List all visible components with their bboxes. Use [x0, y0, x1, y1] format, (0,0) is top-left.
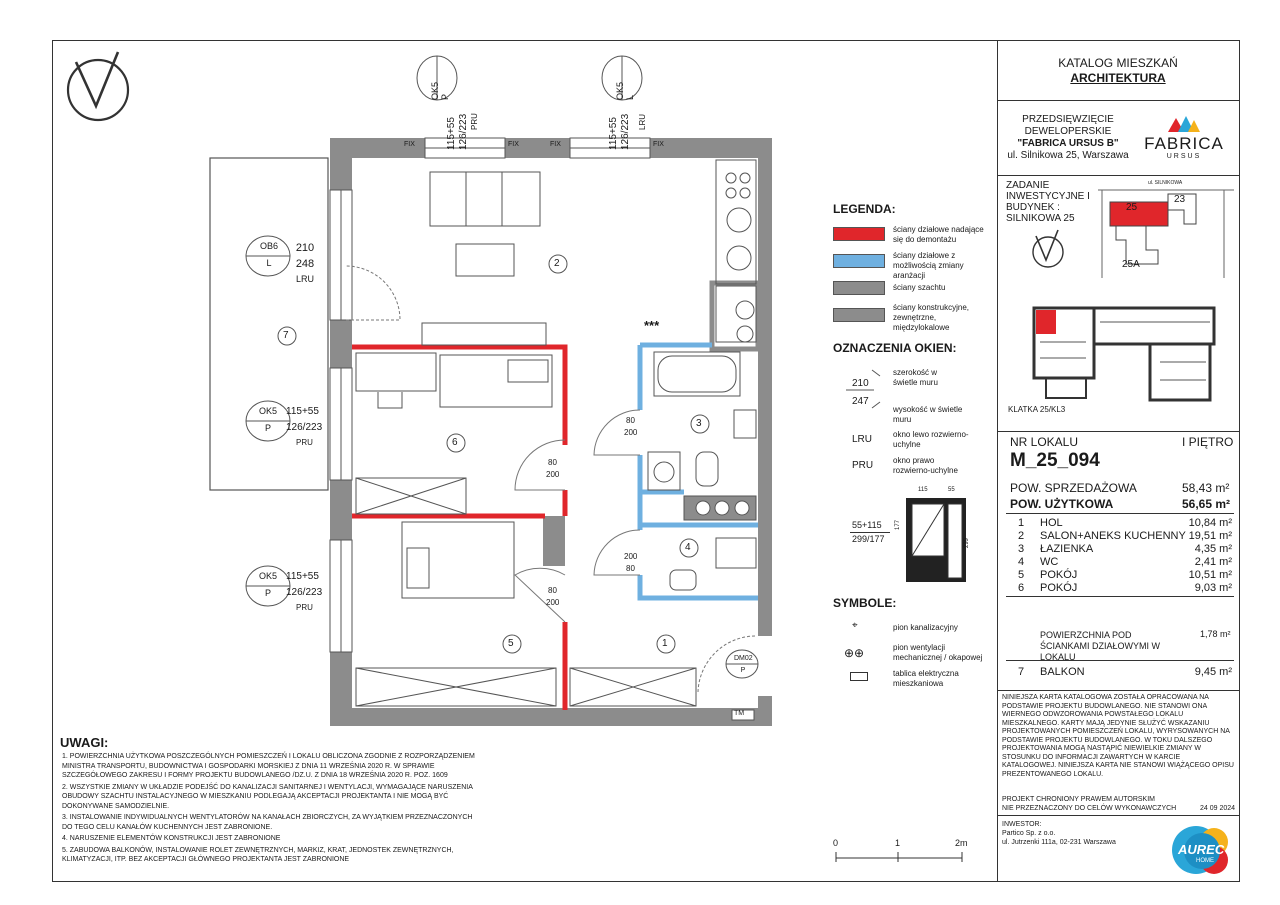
investment-line: ul. Silnikowa 25, Warszawa: [1007, 150, 1129, 161]
window-top1-type: P: [440, 93, 450, 100]
room-number: 2: [1018, 530, 1025, 542]
window-top2-type: L: [625, 94, 635, 100]
room-number-1: 1: [662, 638, 668, 649]
task-line: ZADANIE: [1006, 180, 1050, 191]
map-street: ul. SILNIKOWA: [1148, 180, 1183, 186]
task-text: [1006, 180, 1090, 224]
window-left2-open: PRU: [296, 603, 313, 612]
map-building-25: 25: [1126, 202, 1138, 213]
investment-line: PRZEDSIĘWZIĘCIE: [1022, 114, 1114, 125]
investment-line: DEWELOPERSKIE: [1024, 126, 1112, 137]
window-marks-title: OZNACZENIA OKIEN:: [833, 341, 957, 355]
room-number-5: 5: [508, 638, 514, 649]
ventilation-icon: ⊕⊕: [844, 646, 865, 660]
symbol-label: tablica elektryczna mieszkaniowa: [893, 669, 959, 688]
copyright-line: NIE PRZEZNACZONY DO CELÓW WYKONAWCZYCH: [1002, 804, 1177, 812]
room-row: [1010, 582, 1232, 594]
legend-swatch-blue: [833, 254, 885, 268]
fix-label: FIX: [550, 141, 561, 148]
room-number: 1: [1018, 517, 1025, 529]
window-example-drawing: [900, 490, 972, 586]
window-left1-type: P: [264, 423, 271, 433]
window-mark-example-icon: [840, 362, 890, 422]
scale-label: 0: [833, 838, 839, 848]
door-width: 80: [548, 586, 557, 595]
fix-label: FIX: [508, 141, 519, 148]
catalog-title: KATALOG MIESZKAŃ: [1058, 56, 1178, 70]
task-line: INWESTYCYJNE I: [1006, 191, 1090, 202]
copyright-date: 24 09 2024: [1200, 805, 1236, 812]
architect-logo-icon: [64, 48, 134, 124]
task-line: SILNIKOWA 25: [1006, 213, 1075, 224]
window-left2-dims2: 126/223: [286, 587, 323, 598]
symbols-title: SYMBOLE:: [833, 596, 897, 610]
unit-number: M_25_094: [1010, 450, 1100, 471]
notes-title: UWAGI:: [60, 735, 109, 750]
window-left1-dims: 115+55: [286, 406, 319, 417]
room-row: [1010, 556, 1232, 568]
window-top1-code: OK5: [430, 81, 440, 100]
legend-label: ściany działowe z możliwością zmiany aranżacji: [893, 251, 964, 280]
window-ob6-type: L: [266, 258, 272, 268]
architect-logo-small-icon: [1028, 226, 1068, 270]
copyright: [1002, 796, 1176, 813]
lru-label: okno lewo rozwierno-uchylne: [893, 430, 969, 449]
aurec-logo-text: AUREC: [1178, 842, 1225, 857]
window-left1-open: PRU: [296, 438, 313, 447]
investor-label: INWESTOR:: [1002, 821, 1042, 828]
room-area: 9,45 m²: [1194, 666, 1232, 678]
aurec-logo-sub: HOME: [1196, 858, 1214, 864]
door-height: 200: [624, 552, 638, 561]
room-number-2: 2: [554, 258, 560, 269]
room-name: ŁAZIENKA: [1040, 543, 1094, 555]
room-number: 6: [1018, 582, 1025, 594]
sewer-pipe-icon: ⌖: [852, 620, 858, 631]
map-building-23: 23: [1174, 194, 1186, 205]
fabrica-logo-text: FABRICA: [1144, 134, 1224, 153]
note-item: 3. INSTALOWANIE INDYWIDUALNYCH WENTYLATORÓW NA KANAŁACH ZBIORCZYCH, ZA WYJĄTKIEM PRZEZNACZONYCH DO TEGO CELU KANAŁÓW KUCHENNYCH JEST ZABRONIONE.: [62, 814, 473, 831]
room-number: 4: [1018, 556, 1025, 568]
window-example-top: 55+115: [852, 520, 882, 530]
room-row: [1010, 543, 1232, 555]
notes-list: [62, 752, 482, 865]
room-area: 10,51 m²: [1188, 569, 1232, 581]
room-name: POKÓJ: [1040, 569, 1078, 581]
electrical-panel-icon: [850, 672, 868, 681]
scale-label: 1: [895, 838, 901, 848]
window-ob6-code: OB6: [259, 241, 278, 251]
room-name: HOL: [1040, 517, 1063, 529]
room-number: 3: [1018, 543, 1025, 555]
balcony-row: [1010, 666, 1232, 678]
catalog-subtitle: ARCHITEKTURA: [1070, 71, 1166, 85]
unit-floor: I PIĘTRO: [1182, 435, 1234, 449]
fabrica-logo-sub: URSUS: [1166, 153, 1202, 160]
map-building-25a: 25A: [1122, 259, 1140, 270]
window-left2-code: OK5: [258, 571, 277, 581]
usable-area-value: 56,65 m²: [1182, 497, 1231, 511]
legend-label: ściany działowe nadające się do demontażu: [893, 225, 984, 244]
legend-swatch-structural: [833, 308, 885, 322]
note-item: 1. POWIERZCHNIA UŻYTKOWA POSZCZEGÓLNYCH POMIESZCZEŃ I LOKALU OBLICZONA ZGODNIE Z ROZPORZĄDZENIEM MINISTRA TRANSPORTU, BUDOWNICTWA I GOSPODARKI MORSKIEJ Z DNIA 11 WRZEŚNIA 2020 R. W SPRAWIE SZCZEGÓŁOWEGO ZAKRESU I FORMY PROJEKTU BUDOWLANEGO /DZ.U. Z DNIA 18 WRZEŚNIA 2020 R. POZ. 1609: [62, 753, 475, 779]
copyright-line: PROJEKT CHRONIONY PRAWEM AUTORSKIM: [1002, 796, 1155, 803]
door-width: 80: [626, 416, 635, 425]
window-top1-dims2: 126/223: [458, 113, 469, 150]
window-left1-dims2: 126/223: [286, 422, 323, 433]
note-item: 2. WSZYSTKIE ZMIANY W UKŁADZIE PODEJŚĆ DO KANALIZACJI SANITARNEJ I WENTYLACJI, WYMAGAJĄCE NARUSZENIA OBUDOWY SZACHTU INSTALACYJNEGO W MIESZKANIU PODLEGAJĄ AKCEPTACJI PROJEKTANTA I NIE MOGĄ BYĆ DOKONYWANE SAMODZIELNIE.: [62, 783, 473, 810]
room-number: 5: [1018, 569, 1025, 581]
room-row: [1010, 569, 1232, 581]
legend-label: ściany konstrukcyjne, zewnętrzne, międzylokalowe: [893, 303, 970, 332]
symbol-label: pion wentylacji mechanicznej / okapowej: [893, 643, 983, 662]
fix-label: FIX: [404, 141, 415, 148]
door-width: 80: [626, 564, 635, 573]
sale-area-label: POW. SPRZEDAŻOWA: [1010, 481, 1137, 495]
pru-code: PRU: [852, 460, 874, 471]
room-number-4: 4: [685, 542, 691, 553]
window-top2-dims2: 126/223: [620, 113, 631, 150]
window-example-dim: 55: [948, 487, 955, 493]
room-area: 4,35 m²: [1194, 543, 1232, 555]
room-number-6: 6: [452, 437, 458, 448]
investor-name: Partico Sp. z o.o.: [1002, 830, 1056, 837]
building-plan: [1030, 302, 1226, 404]
room-name: POKÓJ: [1040, 582, 1078, 594]
legend-swatch-shaft: [833, 281, 885, 295]
investment-line: "FABRICA URSUS B": [1017, 138, 1119, 149]
investor-address: ul. Jutrzenki 111a, 02-231 Warszawa: [1002, 839, 1116, 846]
disclaimer: NINIEJSZA KARTA KATALOGOWA ZOSTAŁA OPRACOWANA NA PODSTAWIE PROJEKTU BUDOWLANEGO. NIE STANOWI ONA WIERNEGO ODWZOROWANIA POWSTAŁEGO LOKALU MIESZKALNEGO. KARTY MAJĄ JEDYNIE SŁUŻYĆ WSKAZANIU PROJEKTOWANYCH POMIESZCZEŃ LOKALU, WYRYSOWANYCH NA PODSTAWIE PROJEKTU BUDOWLANEGO. W TOKU DALSZEGO PROJEKTOWANIA MOGĄ NASTĄPIĆ NIEWIELKIE ZMIANY W STOSUNKU DO INFORMACJI ZAWARTYCH W KARCIE KATALOGOWEJ. NINIEJSZA KARTA NIE STANOWI WIĄŻĄCEGO OPISU PREZENTOWANEGO LOKALU.: [1002, 694, 1234, 778]
room-area: 10,84 m²: [1188, 517, 1232, 529]
room-area: 19,51 m²: [1188, 530, 1232, 542]
room-name: SALON+ANEKS KUCHENNY: [1040, 530, 1186, 542]
lru-code: LRU: [852, 434, 873, 445]
window-example-dim: 177: [895, 519, 902, 531]
window-left2-dims: 115+55: [286, 571, 319, 582]
symbol-label: pion kanalizacyjny: [893, 623, 958, 632]
window-top1-open: PRU: [470, 113, 479, 130]
tm-label: TM: [734, 710, 745, 717]
room-row: [1010, 530, 1232, 542]
scale-label: 2m: [955, 838, 968, 848]
note-item: 5. ZABUDOWA BALKONÓW, INSTALOWANIE ROLET ZEWNĘTRZNYCH, MARKIZ, KRAT, JEDNOSTEK ZEWNĘTRZNYCH, KLIMATYZACJI, ITP. BEZ AKCEPTACJI GŁÓWNEGO PROJEKTANTA JEST ZABRONIONE: [62, 846, 454, 863]
legend-label: ściany szachtu: [893, 283, 946, 292]
stair-label: KLATKA 25/KL3: [1008, 405, 1066, 414]
window-mark-h-label: wysokość w świetle muru: [893, 405, 963, 424]
window-example-dim: 115: [918, 487, 928, 493]
site-map: [1096, 180, 1236, 278]
door-width: 80: [548, 458, 557, 467]
window-mark-w-label: szerokość w świetle muru: [893, 368, 938, 387]
room-name: BALKON: [1040, 666, 1085, 678]
door-height: 200: [546, 598, 560, 607]
floor-plan: [200, 50, 800, 740]
door-height: 200: [624, 428, 638, 437]
window-top1-dims: 115+55: [446, 117, 457, 150]
door-height: 200: [546, 470, 560, 479]
pru-label: okno prawo rozwierno-uchylne: [893, 456, 958, 475]
window-left2-type: P: [264, 588, 271, 598]
scale-bar: [830, 848, 970, 868]
note-item: 4. NARUSZENIE ELEMENTÓW KONSTRUKCJI JEST ZABRONIONE: [62, 835, 281, 842]
room-number-3: 3: [696, 418, 702, 429]
window-ob6-open: LRU: [295, 274, 314, 284]
partition-value: 1,78 m²: [1200, 629, 1231, 639]
fix-label: FIX: [653, 141, 664, 148]
window-example-bottom: 299/177: [852, 534, 885, 544]
shaft-mark: ***: [644, 318, 660, 333]
task-line: BUDYNEK :: [1006, 202, 1060, 213]
unit-nr-label: NR LOKALU: [1010, 435, 1079, 449]
window-mark-h: 247: [852, 396, 869, 407]
room-number-7: 7: [283, 330, 289, 341]
room-row: [1010, 517, 1232, 529]
sale-area-value: 58,43 m²: [1182, 481, 1230, 495]
room-area: 9,03 m²: [1194, 582, 1232, 594]
window-top2-open: LRU: [638, 113, 647, 130]
room-area: 2,41 m²: [1194, 556, 1232, 568]
door-dm02-type: P: [740, 667, 746, 674]
usable-area-label: POW. UŻYTKOWA: [1010, 497, 1114, 511]
window-mark-w: 210: [852, 378, 869, 389]
legend-title: LEGENDA:: [833, 202, 896, 216]
fabrica-logo-icon: [1164, 112, 1204, 134]
partition-label: POWIERZCHNIA POD ŚCIANKAMI DZIAŁOWYMI W LOKALU: [1040, 630, 1161, 662]
window-left1-code: OK5: [258, 406, 277, 416]
room-number: 7: [1018, 666, 1025, 678]
window-ob6-w: 210: [295, 242, 315, 254]
investor: [1002, 820, 1116, 847]
legend-swatch-red: [833, 227, 885, 241]
investment-text: [1000, 114, 1136, 162]
window-ob6-h: 248: [295, 258, 315, 270]
window-top2-dims: 115+55: [608, 117, 619, 150]
door-dm02-code: DM02: [734, 655, 753, 662]
window-top2-code: OK5: [615, 81, 625, 100]
room-name: WC: [1040, 556, 1059, 568]
window-example-dim: 299: [964, 537, 971, 549]
